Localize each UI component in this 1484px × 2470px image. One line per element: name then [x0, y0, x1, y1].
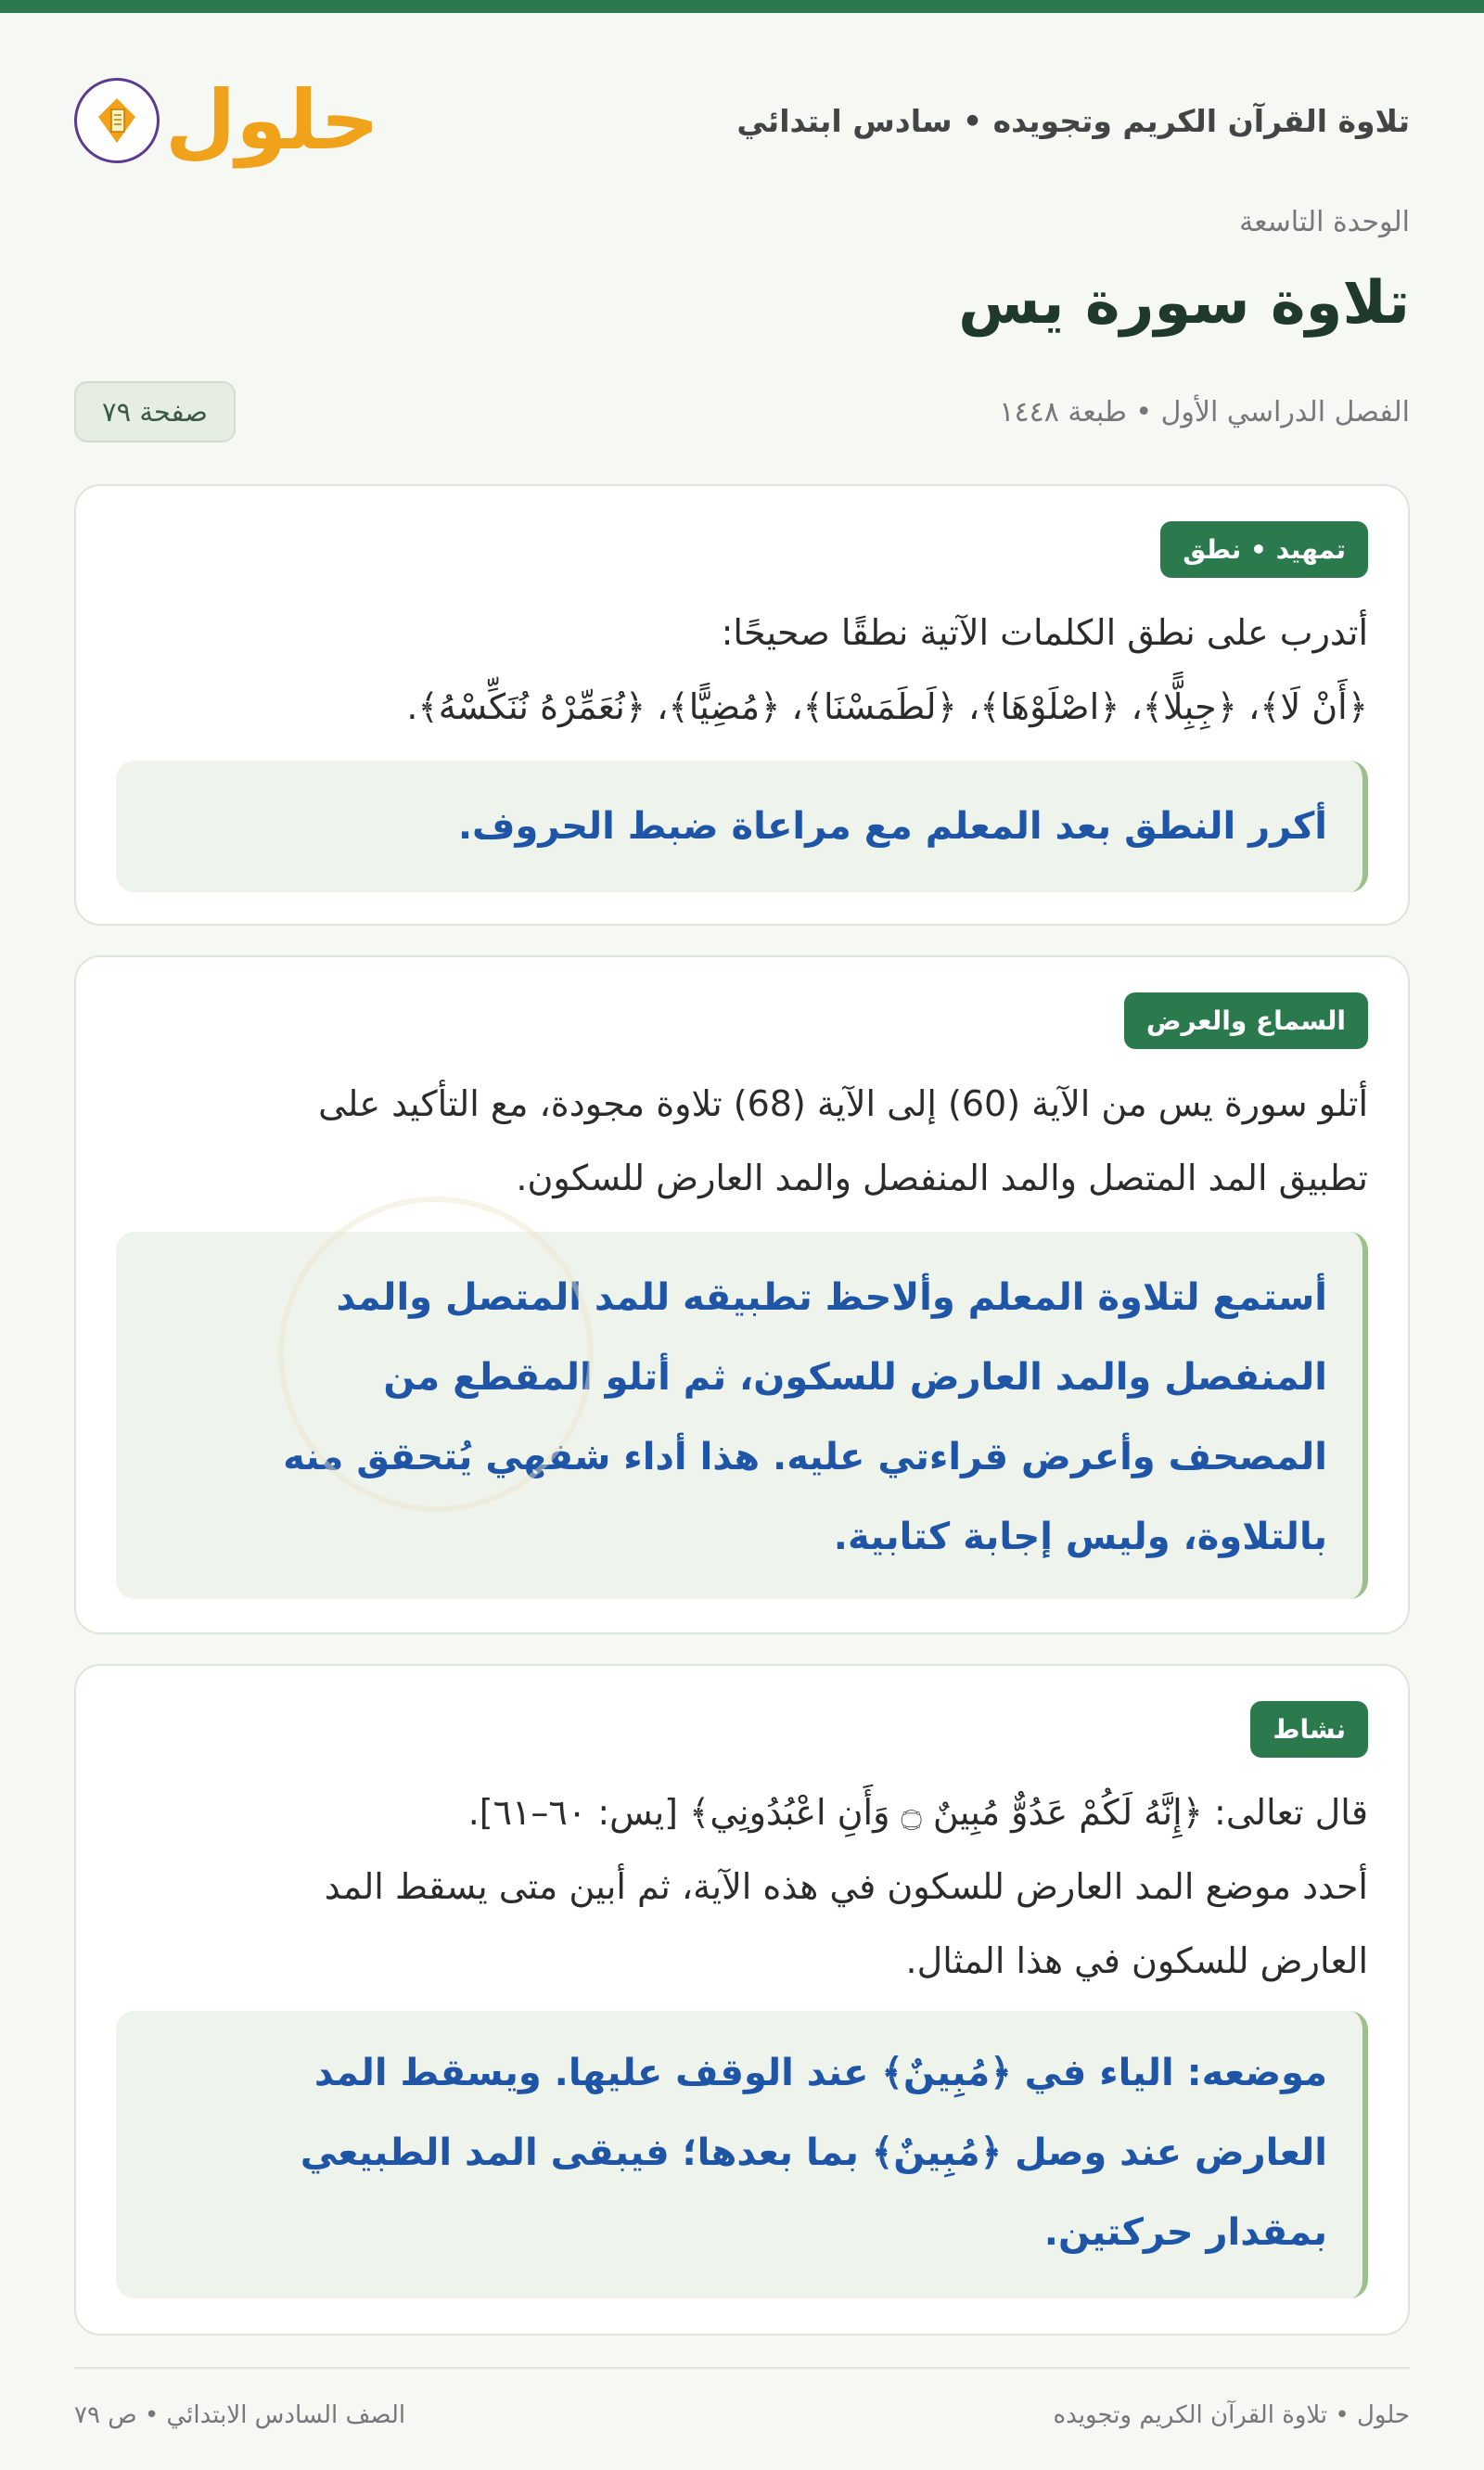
text-line: ﴿أَنْ لَا﴾، ﴿جِبِلًّا﴾، ﴿اصْلَوْهَا﴾، ﴿لَطَمَسْنَا﴾، ﴿مُضِيًّا﴾، ﴿نُعَمِّرْهُ نُنَكِّسْهُ﴾.: [406, 686, 1368, 727]
footer-left: الصف السادس الابتدائي • ص ٧٩: [74, 2401, 406, 2429]
answer-line: أكرر النطق بعد المعلم مع مراعاة ضبط الحروف.: [457, 805, 1327, 848]
section-tag: تمهيد • نطق: [1160, 521, 1368, 578]
page-header: [74, 56, 1410, 186]
answer-line: المنفصل والمد العارض للسكون، ثم أتلو المقطع من: [383, 1356, 1327, 1399]
section-card-pronunciation: [74, 484, 1410, 926]
answer-line: العارض عند وصل ﴿مُبِينٌ﴾ بما بعدها؛ فيبقى المد الطبيعي: [300, 2131, 1327, 2174]
page-footer: [74, 2397, 1410, 2434]
answer-box: [116, 2011, 1368, 2298]
unit-label: الوحدة التاسعة: [1239, 206, 1410, 238]
answer-text: [144, 787, 1327, 866]
logo-wordmark: حلول: [165, 72, 379, 168]
answer-box: [116, 761, 1368, 892]
page-title: تلاوة سورة يس: [958, 269, 1410, 338]
top-accent-bar: [0, 0, 1484, 13]
text-line: تطبيق المد المتصل والمد المنفصل والمد العارض للسكون.: [516, 1158, 1368, 1198]
text-line: أتلو سورة يس من الآية (60) إلى الآية (68) تلاوة مجودة، مع التأكيد على: [318, 1083, 1368, 1124]
section-text: [116, 1775, 1368, 1998]
header-title: تلاوة القرآن الكريم وتجويده • سادس ابتدائي: [736, 102, 1410, 139]
answer-text: [144, 1258, 1327, 1577]
edition-meta: الفصل الدراسي الأول • طبعة ١٤٤٨: [999, 395, 1410, 429]
hulul-logo[interactable]: [74, 72, 379, 168]
meta-row: [74, 378, 1410, 445]
section-text: [116, 1067, 1368, 1215]
answer-line: موضعه: الياء في ﴿مُبِينٌ﴾ عند الوقف عليها. ويسقط المد: [313, 2052, 1327, 2094]
section-card-listening: [74, 955, 1410, 1634]
text-line: أحدد موضع المد العارض للسكون في هذه الآية، ثم أبين متى يسقط المد: [324, 1866, 1368, 1907]
answer-text: [144, 2033, 1327, 2272]
footer-divider: [74, 2367, 1410, 2369]
page-number-badge: صفحة ٧٩: [74, 381, 236, 442]
section-tag: السماع والعرض: [1124, 992, 1368, 1049]
section-text: [116, 595, 1368, 744]
book-icon: [74, 78, 160, 163]
text-line: العارض للسكون في هذا المثال.: [905, 1940, 1368, 1981]
answer-line: بمقدار حركتين.: [1043, 2211, 1327, 2254]
section-tag: نشاط: [1250, 1701, 1368, 1758]
answer-line: أستمع لتلاوة المعلم وألاحظ تطبيقه للمد المتصل والمد: [336, 1276, 1327, 1319]
answer-line: بالتلاوة، وليس إجابة كتابية.: [833, 1516, 1327, 1558]
text-line: قال تعالى: ﴿إِنَّهُ لَكُمْ عَدُوٌّ مُبِينٌ ۝ وَأَنِ اعْبُدُونِي﴾ [يس: ٦٠–٦١].: [467, 1792, 1368, 1833]
footer-right: حلول • تلاوة القرآن الكريم وتجويده: [1053, 2401, 1410, 2429]
answer-box: [116, 1232, 1368, 1599]
answer-line: المصحف وأعرض قراءتي عليه. هذا أداء شفهي يُتحقق منه: [283, 1436, 1327, 1478]
text-line: أتدرب على نطق الكلمات الآتية نطقًا صحيحًا:: [721, 612, 1368, 653]
section-card-activity: [74, 1664, 1410, 2336]
